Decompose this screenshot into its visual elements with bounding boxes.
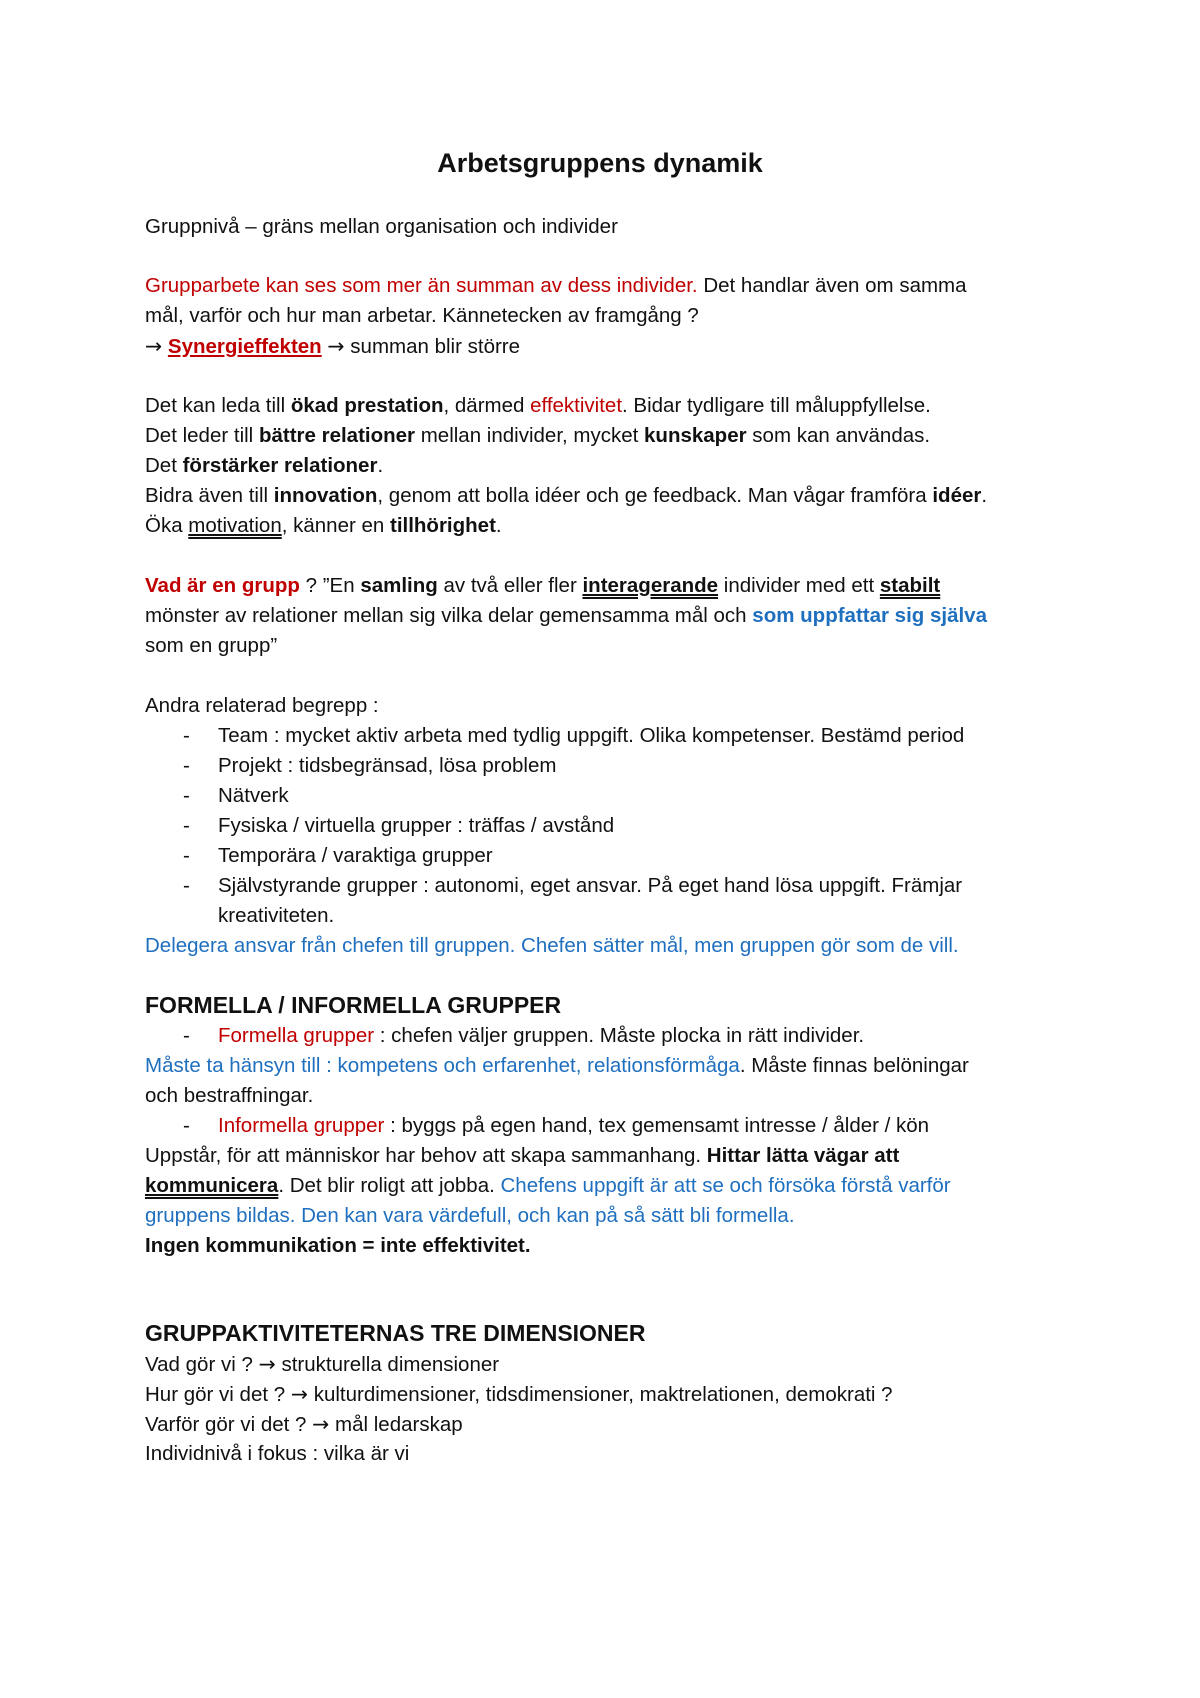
benefit-line-2 [145,422,1105,450]
formal-groups-line-2 [145,1052,1105,1080]
informal-groups-line-2 [145,1142,1105,1170]
text-run: Uppstår, för att människor har behov att skapa sammanhang. [145,1144,707,1167]
synergy-term: Synergieffekten [167,335,322,358]
right-arrow-icon: → [327,334,345,358]
text-run: : byggs på egen hand, tex gemensamt intresse / ålder / kön [384,1114,930,1137]
text-run: mellan individer, mycket [415,424,645,447]
bold-term: kunskaper [644,424,747,447]
list-item: Nätverk [218,784,289,807]
bold-term: Hittar lätta vägar att [706,1144,900,1167]
bold-term: samling [360,574,438,597]
text-run: . Det blir roligt att jobba. [278,1174,501,1197]
informal-groups-line-3 [145,1172,1105,1200]
text-run: strukturella dimensioner [275,1353,500,1376]
subtitle-line: Gruppnivå – gräns mellan organisation och individer [145,215,618,238]
list-bullet: - [183,814,190,837]
dimension-line-4: Individnivå i fokus : vilka är vi [145,1442,410,1465]
text-run: Vad gör vi ? [145,1353,259,1376]
text-run: ? ”En [299,574,361,597]
text-run: Det [145,454,183,477]
text-run: Öka [145,514,189,537]
bold-term: ökad prestation [290,394,444,417]
intro-line-1 [145,272,1105,300]
formal-groups-line-3: och bestraffningar. [145,1084,314,1107]
text-run: , därmed [443,394,531,417]
right-arrow-icon: → [312,1412,330,1436]
benefit-line-3 [145,452,1105,480]
bold-term: bättre relationer [258,424,416,447]
blue-term: som uppfattar sig själva [752,604,987,627]
text-run: Det leder till [145,424,259,447]
intro-line-2: mål, varför och hur man arbetar. Kännetecken av framgång ? [145,304,699,327]
blue-term: Måste ta hänsyn till : kompetens och erfarenhet, relationsförmåga [145,1054,740,1077]
intro-rest: Det handlar även om samma [697,274,967,297]
underlined-term: kommunicera [145,1174,279,1197]
definition-line-1 [145,572,1105,600]
formal-groups-line [218,1022,1178,1050]
bold-term: innovation [273,484,378,507]
text-run: . [377,454,384,477]
list-item: Projekt : tidsbegränsad, lösa problem [218,754,557,777]
text-run: Det kan leda till [145,394,291,417]
intro-line-3 [145,332,1105,361]
section-heading-dimensions: GRUPPAKTIVITETERNAS TRE DIMENSIONER [145,1320,646,1346]
page-title: Arbetsgruppens dynamik [437,148,763,178]
benefit-line-4 [145,482,1105,510]
text-run: individer med ett [718,574,880,597]
underlined-term: interagerande [582,574,719,597]
list-bullet: - [183,724,190,747]
list-bullet: - [183,1024,190,1047]
list-bullet: - [183,844,190,867]
section-heading-formal: FORMELLA / INFORMELLA GRUPPER [145,992,562,1018]
list-item: Temporära / varaktiga grupper [218,844,493,867]
text-run: kulturdimensioner, tidsdimensioner, maktrelationen, demokrati ? [308,1383,893,1406]
red-term: Informella grupper [218,1114,385,1137]
text-run: . [981,484,988,507]
list-bullet: - [183,874,190,897]
informal-groups-line-4: gruppens bildas. Den kan vara värdefull, och kan på så sätt bli formella. [145,1204,795,1227]
bold-term: tillhörighet [390,514,496,537]
bold-term: förstärker relationer [182,454,378,477]
definition-line-3: som en grupp” [145,634,278,657]
intro-highlight: Grupparbete kan ses som mer än summan av dess individer. [145,274,698,297]
text-run: som kan användas. [746,424,931,447]
red-term: effektivitet [530,394,623,417]
text-run: mål ledarskap [329,1413,463,1436]
dimension-line-1 [145,1350,1105,1379]
related-heading: Andra relaterad begrepp : [145,694,379,717]
text-run: Bidra även till [145,484,274,507]
list-bullet: - [183,784,190,807]
text-run: Hur gör vi det ? [145,1383,291,1406]
underlined-term: motivation [188,514,282,537]
text-run: mönster av relationer mellan sig vilka delar gemensamma mål och [145,604,753,627]
informal-groups-line-5: Ingen kommunikation = inte effektivitet. [145,1234,531,1257]
definition-question: Vad är en grupp [145,574,300,597]
text-run: , genom att bolla idéer och ge feedback. Man vågar framföra [377,484,933,507]
list-item-continuation: kreativiteten. [218,904,335,927]
list-bullet: - [183,754,190,777]
underlined-term: stabilt [879,574,941,597]
bold-term: idéer [932,484,982,507]
text-run: : chefen väljer gruppen. Måste plocka in rätt individer. [374,1024,865,1047]
text-run: Varför gör vi det ? [145,1413,313,1436]
benefit-line-1 [145,392,1105,420]
right-arrow-icon: → [258,1352,276,1376]
definition-line-2 [145,602,1105,630]
text-run: av två eller fler [437,574,583,597]
benefit-line-5 [145,512,1105,540]
text-run: , känner en [281,514,390,537]
informal-groups-line [218,1112,1178,1140]
right-arrow-icon: → [290,1382,309,1406]
text-run: . Måste finnas belöningar [739,1054,969,1077]
dimension-line-2 [145,1380,1105,1409]
blue-term: Chefens uppgift är att se och försöka förstå varför [500,1174,951,1197]
list-item: Team : mycket aktiv arbeta med tydlig uppgift. Olika kompetenser. Bestämd period [218,724,965,747]
list-item: Självstyrande grupper : autonomi, eget ansvar. På eget hand lösa uppgift. Främjar [218,874,963,897]
list-item: Fysiska / virtuella grupper : träffas / avstånd [218,814,615,837]
red-term: Formella grupper [218,1024,375,1047]
right-arrow-icon: → [145,334,163,358]
synergy-result: summan blir större [350,335,521,358]
list-bullet: - [183,1114,190,1137]
dimension-line-3 [145,1410,1105,1439]
text-run: . [495,514,502,537]
text-run: . Bidar tydligare till måluppfyllelse. [622,394,931,417]
delegation-note: Delegera ansvar från chefen till gruppen. Chefen sätter mål, men gruppen gör som de vill. [145,934,959,957]
